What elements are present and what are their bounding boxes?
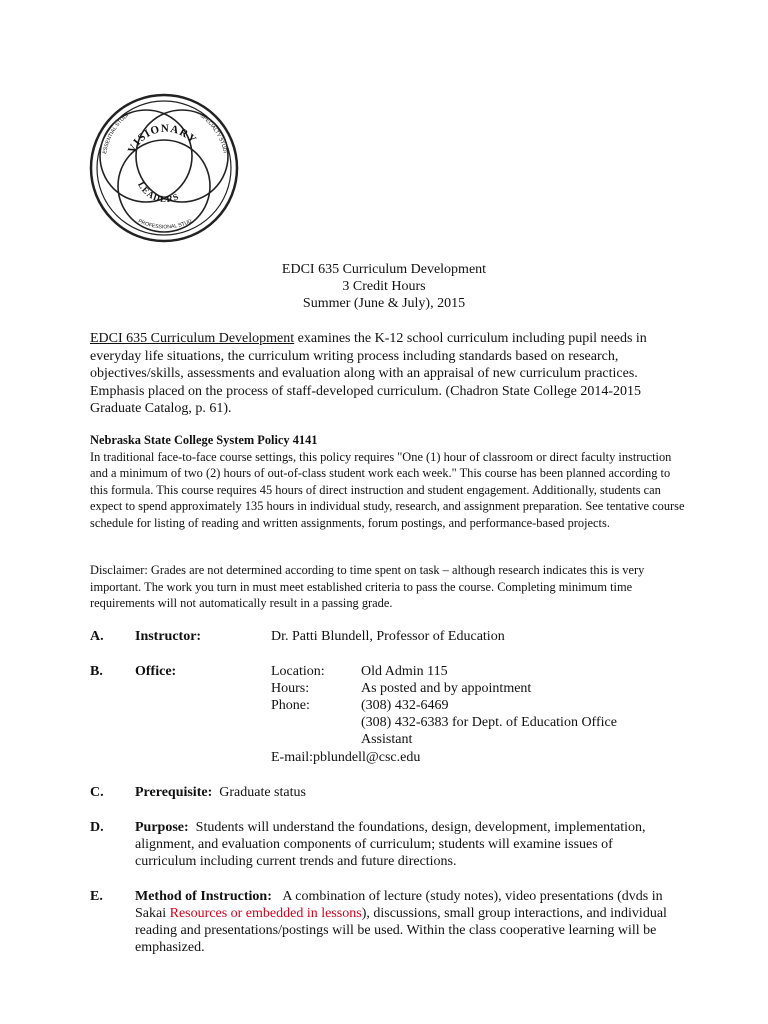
policy-block <box>90 432 690 532</box>
prerequisite-label: Prerequisite: <box>135 785 213 800</box>
disclaimer: Disclaimer: Grades are not determined according to time spent on task – although research indicates this is very important. The work you turn in must meet established criteria to pass the course. Completing minimum time requirements will not automatically result in a passing grade. <box>90 563 645 611</box>
logo-text-bottom: LEADERS <box>136 180 181 205</box>
purpose-value: Students will understand the foundations, design, development, implementation, alignment, and evaluation components of curriculum; students will examine issues of curriculum including current trends and future directions. <box>135 820 646 869</box>
course-title: EDCI 635 Curriculum Development <box>281 262 487 277</box>
term: Summer (June & July), 2015 <box>302 296 466 311</box>
instructor-value: Dr. Patti Blundell, Professor of Education <box>271 629 505 644</box>
purpose-label: Purpose: <box>135 820 189 835</box>
method-label: Method of Instruction: <box>135 889 272 904</box>
hours-value: As posted and by appointment <box>361 681 532 696</box>
phone-label: Phone: <box>271 698 310 713</box>
method-value-red: Resources or embedded in lessons <box>169 906 362 921</box>
location-value: Old Admin 115 <box>361 664 448 679</box>
policy-text: In traditional face-to-face course settings, this policy requires "One (1) hour of classroom or direct faculty instruction and a minimum of two (2) hours of out-of-class student work each week." This course has been planned according to this formula. This course requires 45 hours of direct instruction and student engagement. Additionally, students can expect to spend approximately 135 hours in individual study, research, and assignment preparation. See tentative course schedule for listing of reading and written assignments, forum postings, and performance-based projects. <box>90 449 685 530</box>
svg-text:VISIONARY <box>126 123 199 156</box>
location-label: Location: <box>271 664 325 679</box>
phone2-value: (308) 432-6383 for Dept. of Education Office Assistant <box>361 715 617 747</box>
section-b-letter: B. <box>90 664 103 679</box>
credit-hours: 3 Credit Hours <box>342 279 426 294</box>
purpose-line <box>135 819 675 870</box>
method-line <box>135 888 675 956</box>
phone-value: (308) 432-6469 <box>361 698 449 713</box>
prerequisite-line <box>135 784 306 801</box>
logo-ring-left: ESSENTIAL STUDI <box>102 112 130 155</box>
instructor-label: Instructor: <box>135 629 202 644</box>
section-d-letter: D. <box>90 820 104 835</box>
hours-label: Hours: <box>271 681 310 696</box>
course-description <box>90 330 690 418</box>
course-name-link: EDCI 635 Curriculum Development <box>90 331 295 346</box>
logo-ring-right: SPECIALTY STUDI <box>198 112 228 154</box>
section-a-letter: A. <box>90 629 104 644</box>
description-text: examines the K-12 school curriculum including pupil needs in everyday life situations, the curriculum writing process including standards based on research, objectives/skills, assessments and evaluation along with an appraisal of new curriculum practices. Emphasis placed on the process of staff-developed curriculum. (Chadron State College 2014-2015 Graduate Catalog, p. 61). <box>90 331 647 416</box>
logo-ring-bottom: PROFESSIONAL STUD <box>137 218 193 231</box>
method-value-end: ), discussions, small group interactions, and individual reading and presentations/postings will be used. Within the class cooperative learning will be emphasized. <box>135 906 667 955</box>
office-label: Office: <box>135 664 177 679</box>
section-c-letter: C. <box>90 785 104 800</box>
method-value-start: A combination of lecture (study notes), video presentations (dvds in Sakai <box>135 889 663 921</box>
email-value[interactable]: E-mail:pblundell@csc.edu <box>271 750 421 765</box>
visionary-leaders-logo <box>88 92 240 244</box>
course-header <box>0 261 768 312</box>
prerequisite-value: Graduate status <box>219 785 306 800</box>
policy-title: Nebraska State College System Policy 4141 <box>90 433 318 447</box>
section-e-letter: E. <box>90 889 103 904</box>
logo-text-top: VISIONARY <box>125 122 199 156</box>
